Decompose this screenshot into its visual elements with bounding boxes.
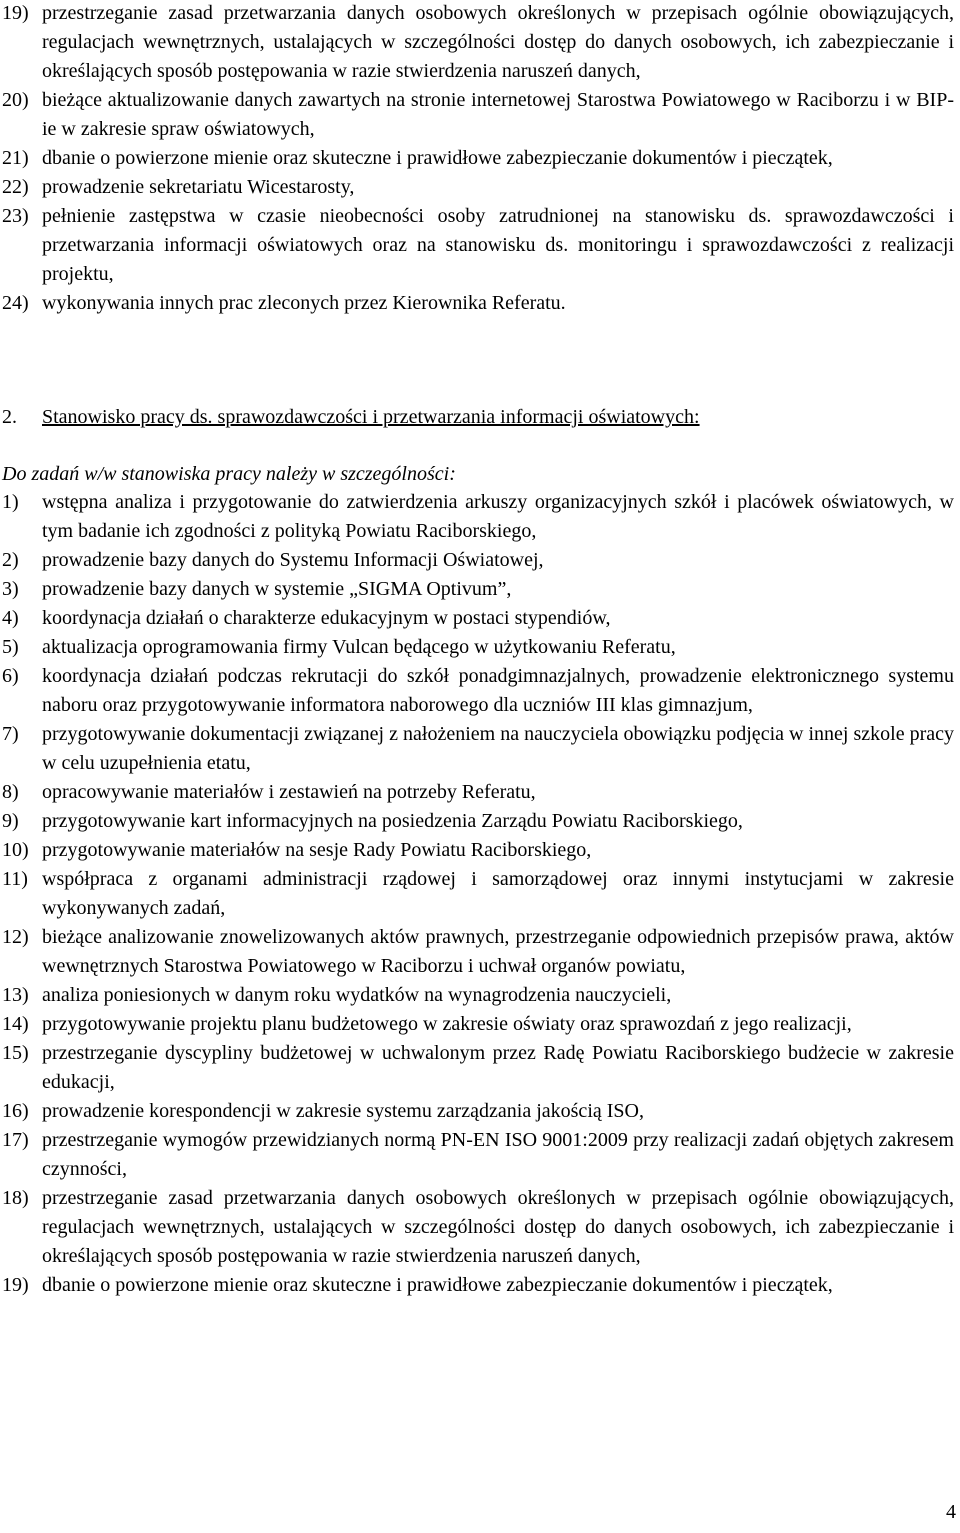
item-number: 13) [2,984,29,1006]
list-item [0,633,960,662]
list-item [0,865,960,923]
item-number: 20) [2,89,29,111]
item-number: 10) [2,839,29,861]
item-text: koordynacja działań podczas rekrutacji do szkół ponadgimnazjalnych, prowadzenie elektronicznego systemu naboru oraz przygotowywanie informatora naborowego dla uczniów III klas gimnazjum, [42,665,954,716]
section-number: 2. [2,406,17,428]
item-number: 23) [2,205,29,227]
item-number: 18) [2,1187,29,1209]
list-item [0,836,960,865]
item-number: 5) [2,636,19,658]
item-number: 7) [2,723,19,745]
item-number: 1) [2,491,19,513]
item-number: 14) [2,1013,29,1035]
item-number: 19) [2,1274,29,1296]
list-item [0,720,960,778]
list-item [0,144,960,173]
item-text: współpraca z organami administracji rządowej i samorządowej oraz innymi instytucjami w zakresie wykonywanych zadań, [42,868,954,919]
item-number: 3) [2,578,19,600]
item-text: bieżące aktualizowanie danych zawartych na stronie internetowej Starostwa Powiatowego w Raciborzu i w BIP-ie w zakresie spraw oświatowych, [42,89,954,140]
list-item [0,0,960,86]
page-number: 4 [946,1501,956,1523]
item-text: wykonywania innych prac zleconych przez Kierownika Referatu. [42,292,566,314]
item-text: aktualizacja oprogramowania firmy Vulcan będącego w użytkowaniu Referatu, [42,636,676,658]
item-text: przygotowywanie materiałów na sesje Rady Powiatu Raciborskiego, [42,839,592,861]
item-text: bieżące analizowanie znowelizowanych aktów prawnych, przestrzeganie odpowiednich przepisów prawa, aktów wewnętrznych Starostwa Powiatowego w Raciborzu i uchwał organów powiatu, [42,926,954,977]
item-number: 6) [2,665,19,687]
item-number: 12) [2,926,29,948]
item-number: 8) [2,781,19,803]
section-intro: Do zadań w/w stanowiska pracy należy w szczególności: [2,463,456,485]
list-item [0,289,960,318]
list-item [0,662,960,720]
list-item [0,546,960,575]
item-text: przestrzeganie zasad przetwarzania danych osobowych określonych w przepisach ogólnie obowiązujących, regulacjach wewnętrznych, ustalających w szczególności dostęp do danych osobowych, ich zabezpieczanie i określających sposób postępowania w razie stwierdzenia naruszeń danych, [42,2,954,82]
item-number: 2) [2,549,19,571]
item-text: wstępna analiza i przygotowanie do zatwierdzenia arkuszy organizacyjnych szkół i placówek oświatowych, w tym badanie ich zgodności z polityką Powiatu Raciborskiego, [42,491,954,542]
list-item [0,86,960,144]
list-item [0,488,960,546]
list-item [0,981,960,1010]
list-item [0,575,960,604]
item-number: 21) [2,147,29,169]
list-item [0,173,960,202]
item-number: 17) [2,1129,29,1151]
section-title: Stanowisko pracy ds. sprawozdawczości i przetwarzania informacji oświatowych: [42,406,700,428]
item-text: prowadzenie korespondencji w zakresie systemu zarządzania jakością ISO, [42,1100,644,1122]
list-item [0,1097,960,1126]
item-text: prowadzenie bazy danych w systemie „SIGMA Optivum”, [42,578,512,600]
list-item [0,807,960,836]
item-number: 24) [2,292,29,314]
item-number: 4) [2,607,19,629]
item-number: 19) [2,2,29,24]
list-item [0,778,960,807]
item-text: dbanie o powierzone mienie oraz skuteczne i prawidłowe zabezpieczanie dokumentów i pieczątek, [42,1274,833,1296]
item-number: 11) [2,868,28,890]
list-item [0,1271,960,1300]
item-number: 16) [2,1100,29,1122]
item-text: opracowywanie materiałów i zestawień na potrzeby Referatu, [42,781,536,803]
tasks-list [0,488,960,1300]
item-text: przestrzeganie wymogów przewidzianych normą PN-EN ISO 9001:2009 przy realizacji zadań objętych zakresem czynności, [42,1129,954,1180]
item-text: dbanie o powierzone mienie oraz skuteczne i prawidłowe zabezpieczanie dokumentów i pieczątek, [42,147,833,169]
list-item [0,923,960,981]
list-item [0,1126,960,1184]
item-number: 22) [2,176,29,198]
item-text: analiza poniesionych w danym roku wydatków na wynagrodzenia nauczycieli, [42,984,672,1006]
item-text: pełnienie zastępstwa w czasie nieobecności osoby zatrudnionej na stanowisku ds. sprawozdawczości i przetwarzania informacji oświatowych oraz na stanowisku ds. monitoringu i sprawozdawczości z realizacji projektu, [42,205,954,285]
list-item [0,202,960,289]
item-text: przestrzeganie zasad przetwarzania danych osobowych określonych w przepisach ogólnie obowiązujących, regulacjach wewnętrznych, ustalających w szczególności dostęp do danych osobowych, ich zabezpieczanie i określających sposób postępowania w razie stwierdzenia naruszeń danych, [42,1187,954,1267]
item-number: 9) [2,810,19,832]
list-item [0,1039,960,1097]
item-text: przestrzeganie dyscypliny budżetowej w uchwalonym przez Radę Powiatu Raciborskiego budżecie w zakresie edukacji, [42,1042,954,1093]
list-item [0,1184,960,1271]
list-item [0,1010,960,1039]
item-text: koordynacja działań o charakterze edukacyjnym w postaci stypendiów, [42,607,611,629]
item-text: przygotowywanie dokumentacji związanej z nałożeniem na nauczyciela obowiązku podjęcia w innej szkole pracy w celu uzupełnienia etatu, [42,723,954,774]
item-number: 15) [2,1042,29,1064]
item-text: prowadzenie bazy danych do Systemu Informacji Oświatowej, [42,549,544,571]
section-heading [2,403,700,432]
list-item [0,604,960,633]
item-text: prowadzenie sekretariatu Wicestarosty, [42,176,355,198]
item-text: przygotowywanie projektu planu budżetowego w zakresie oświaty oraz sprawozdań z jego realizacji, [42,1013,852,1035]
item-text: przygotowywanie kart informacyjnych na posiedzenia Zarządu Powiatu Raciborskiego, [42,810,743,832]
top-duties-list [0,0,960,318]
